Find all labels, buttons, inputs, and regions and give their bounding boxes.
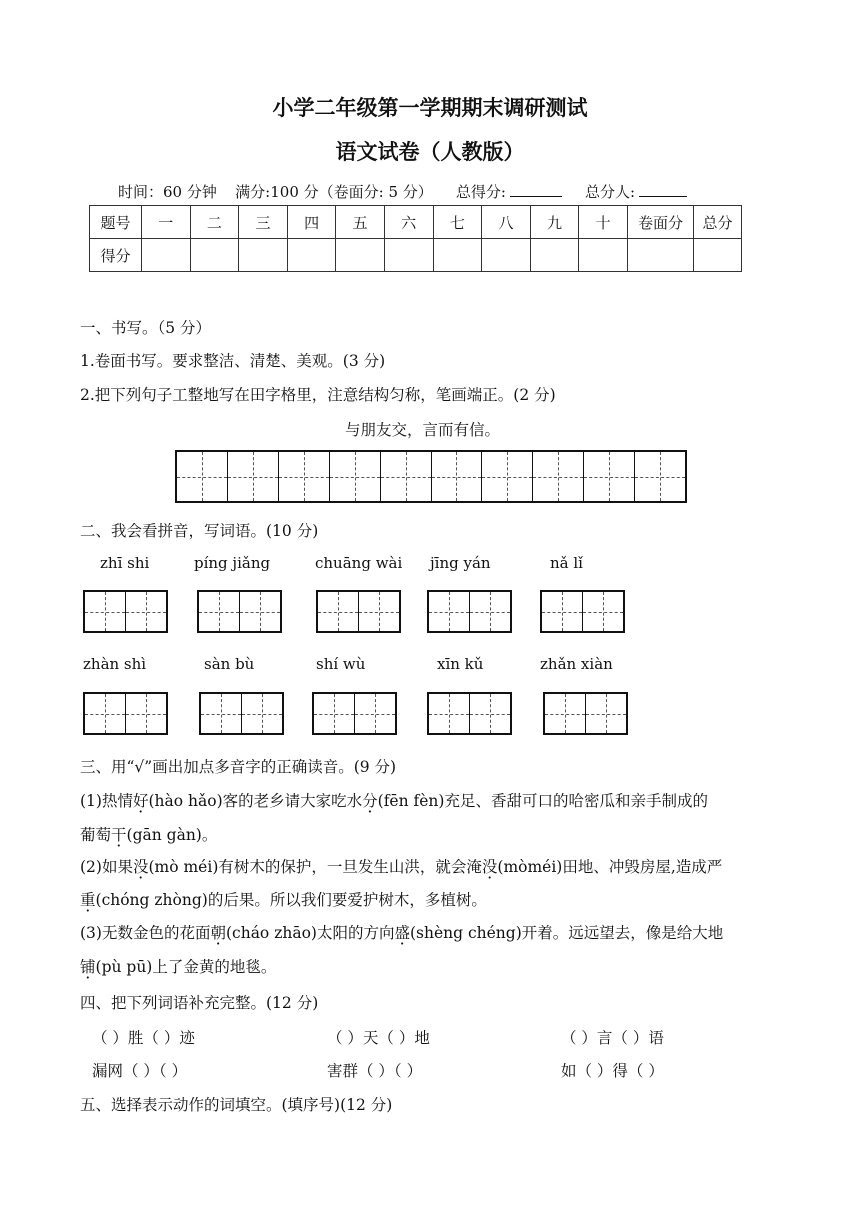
text-segment: (2)如果 bbox=[80, 858, 133, 876]
tianzige-cell[interactable] bbox=[635, 452, 685, 501]
tianzige-cell[interactable] bbox=[228, 452, 279, 501]
score-cell[interactable] bbox=[694, 239, 742, 272]
pinyin-label: shí wù bbox=[316, 655, 366, 673]
score-header-cell: 总分 bbox=[694, 206, 742, 239]
total-score-label: 总得分: bbox=[455, 183, 506, 201]
exam-full-score: 满分:100 分（卷面分: 5 分） bbox=[235, 183, 433, 201]
text-segment: (hào hǎo)客的老乡请大家吃水 bbox=[148, 792, 363, 810]
tianzige-cell[interactable] bbox=[177, 452, 228, 501]
score-header-cell: 六 bbox=[384, 206, 433, 239]
text-segment: (mòméi)田地、冲毁房屋,造成严 bbox=[497, 858, 723, 876]
word-grid[interactable] bbox=[427, 590, 512, 633]
score-header-cell: 二 bbox=[190, 206, 239, 239]
scorer-label: 总分人: bbox=[584, 183, 636, 201]
section-1-sentence: 与朋友交，言而有信。 bbox=[345, 421, 501, 439]
score-header-cell: 四 bbox=[287, 206, 336, 239]
score-cell[interactable] bbox=[190, 239, 239, 272]
text-segment: (cháo zhāo)太阳的方向 bbox=[225, 924, 395, 942]
text-segment: (fēn fèn)充足、香甜可口的哈密瓜和亲手制成的 bbox=[377, 792, 708, 810]
section-1-heading: 一、书写。（5 分） bbox=[80, 319, 212, 337]
tianzige-grid[interactable] bbox=[175, 450, 687, 503]
exam-time: 时间：60 分钟 bbox=[118, 183, 217, 201]
section-3-p1-cont bbox=[80, 823, 217, 845]
word-grid[interactable] bbox=[83, 692, 168, 735]
score-header-cell: 题号 bbox=[90, 206, 142, 239]
tianzige-cell[interactable] bbox=[432, 452, 483, 501]
dotted-character: 盛 bbox=[394, 924, 410, 942]
section-2-heading: 二、我会看拼音，写词语。(10 分) bbox=[80, 522, 319, 540]
score-cell[interactable] bbox=[287, 239, 336, 272]
pinyin-label: nǎ lǐ bbox=[550, 554, 583, 572]
score-cell[interactable] bbox=[530, 239, 579, 272]
score-header-cell: 一 bbox=[142, 206, 191, 239]
score-cell[interactable] bbox=[628, 239, 694, 272]
pinyin-label: sàn bù bbox=[204, 655, 255, 673]
text-segment: (gān gàn)。 bbox=[126, 826, 218, 844]
pinyin-label: zhī shi bbox=[100, 554, 150, 572]
score-cell[interactable] bbox=[142, 239, 191, 272]
score-header-cell: 十 bbox=[579, 206, 628, 239]
score-header-cell: 八 bbox=[482, 206, 531, 239]
score-cell[interactable] bbox=[336, 239, 385, 272]
word-grid[interactable] bbox=[83, 590, 168, 633]
tianzige-cell[interactable] bbox=[482, 452, 533, 501]
score-table bbox=[89, 205, 742, 272]
dotted-character: 铺 bbox=[80, 958, 96, 976]
score-cell[interactable] bbox=[433, 239, 482, 272]
word-grid[interactable] bbox=[540, 590, 625, 633]
pinyin-label: zhàn shì bbox=[83, 655, 147, 673]
tianzige-cell[interactable] bbox=[584, 452, 635, 501]
tianzige-cell[interactable] bbox=[330, 452, 381, 501]
total-score-blank[interactable] bbox=[510, 196, 562, 197]
section-4-heading: 四、把下列词语补充完整。(12 分) bbox=[80, 994, 319, 1012]
scorer-blank[interactable] bbox=[639, 196, 687, 197]
text-segment: (mò méi)有树木的保护，一旦发生山洪，就会淹 bbox=[148, 858, 482, 876]
dotted-character: 好 bbox=[132, 792, 149, 810]
word-grid[interactable] bbox=[543, 692, 628, 735]
idiom-item[interactable]: 害群（ ）（ ） bbox=[327, 1062, 423, 1080]
score-header-cell: 九 bbox=[530, 206, 579, 239]
idiom-item[interactable]: 漏网（ ）（ ） bbox=[92, 1062, 188, 1080]
score-cell[interactable] bbox=[384, 239, 433, 272]
idiom-item[interactable]: （ ）言（ ）语 bbox=[561, 1029, 664, 1047]
section-3-heading: 三、用“√”画出加点多音字的正确读音。(9 分) bbox=[80, 758, 397, 776]
section-3-p2-cont bbox=[80, 888, 487, 910]
score-header-cell: 卷面分 bbox=[628, 206, 694, 239]
section-3-p2 bbox=[80, 855, 722, 877]
page-title: 小学二年级第一学期期末调研测试 bbox=[272, 95, 588, 120]
exam-meta bbox=[118, 181, 691, 202]
section-3-p1 bbox=[80, 789, 708, 811]
dotted-character: 没 bbox=[132, 858, 149, 876]
score-row-label: 得分 bbox=[90, 239, 142, 272]
idiom-item[interactable]: （ ）天（ ）地 bbox=[327, 1029, 430, 1047]
score-cell[interactable] bbox=[579, 239, 628, 272]
text-segment: (1)热情 bbox=[80, 792, 133, 810]
dotted-character: 干 bbox=[111, 826, 127, 844]
score-table-header-row bbox=[90, 206, 742, 239]
pinyin-label: zhǎn xiàn bbox=[540, 655, 613, 673]
dotted-character: 分 bbox=[362, 792, 378, 810]
pinyin-label: chuāng wài bbox=[315, 554, 403, 572]
score-table-score-row bbox=[90, 239, 742, 272]
idiom-item[interactable]: 如（ ）得（ ） bbox=[561, 1062, 664, 1080]
tianzige-cell[interactable] bbox=[381, 452, 432, 501]
section-3-p3-cont bbox=[80, 955, 276, 977]
tianzige-cell[interactable] bbox=[279, 452, 330, 501]
text-segment: (chóng zhòng)的后果。所以我们要爱护树木，多植树。 bbox=[95, 891, 487, 909]
score-cell[interactable] bbox=[482, 239, 531, 272]
score-header-cell: 五 bbox=[336, 206, 385, 239]
section-1-q1: 1.卷面书写。要求整洁、清楚、美观。(3 分) bbox=[80, 352, 386, 370]
text-segment: (3)无数金色的花面 bbox=[80, 924, 211, 942]
section-3-p3 bbox=[80, 921, 723, 943]
word-grid[interactable] bbox=[197, 590, 282, 633]
tianzige-cell[interactable] bbox=[533, 452, 584, 501]
word-grid[interactable] bbox=[199, 692, 284, 735]
score-cell[interactable] bbox=[239, 239, 288, 272]
score-header-cell: 三 bbox=[239, 206, 288, 239]
word-grid[interactable] bbox=[427, 692, 512, 735]
dotted-character: 没 bbox=[481, 858, 498, 876]
text-segment: (shèng chéng)开着。远远望去，像是给大地 bbox=[409, 924, 724, 942]
section-5-heading: 五、选择表示动作的词填空。(填序号)(12 分) bbox=[80, 1096, 393, 1114]
text-segment: 葡萄 bbox=[80, 826, 112, 844]
word-grid[interactable] bbox=[316, 590, 401, 633]
score-header-cell: 七 bbox=[433, 206, 482, 239]
pinyin-label: jīng yán bbox=[430, 554, 491, 572]
idiom-item[interactable]: （ ）胜（ ）迹 bbox=[92, 1029, 195, 1047]
pinyin-label: xīn kǔ bbox=[437, 655, 484, 673]
section-1-q2: 2.把下列句子工整地写在田字格里，注意结构匀称，笔画端正。(2 分) bbox=[80, 386, 556, 404]
pinyin-label: píng jiǎng bbox=[194, 554, 271, 572]
dotted-character: 朝 bbox=[210, 924, 226, 942]
page-subtitle: 语文试卷（人教版） bbox=[335, 139, 525, 164]
dotted-character: 重 bbox=[80, 891, 96, 909]
word-grid[interactable] bbox=[312, 692, 397, 735]
text-segment: (pù pū)上了金黄的地毯。 bbox=[95, 958, 277, 976]
